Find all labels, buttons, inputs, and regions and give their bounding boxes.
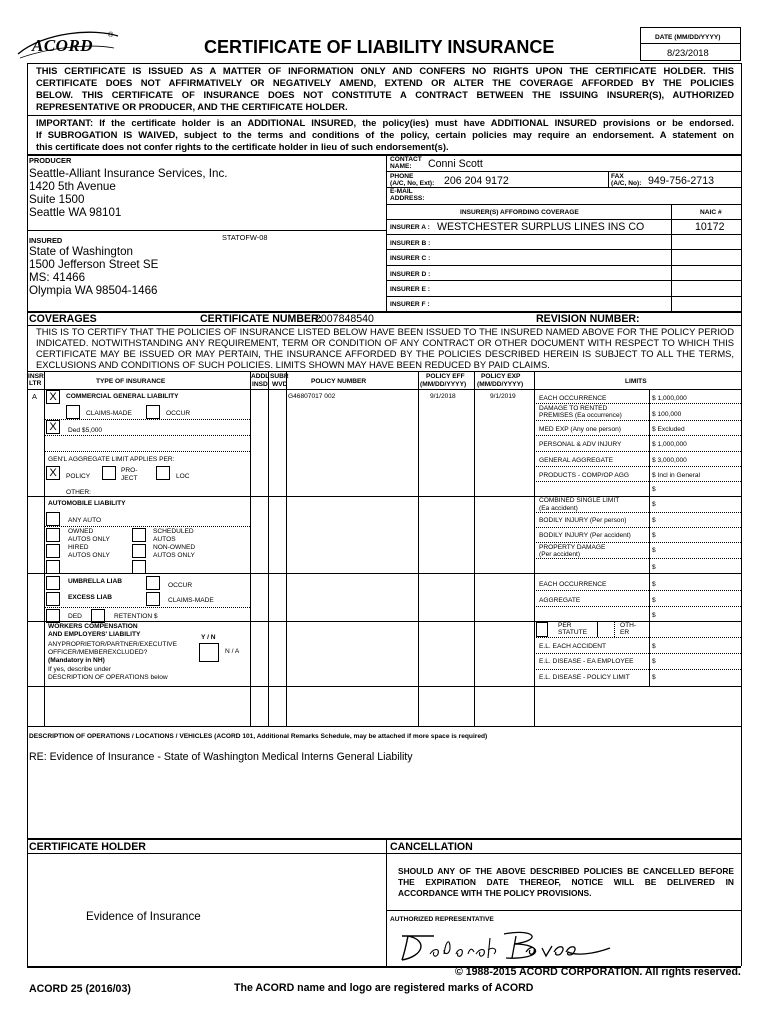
exp-sub-header: (MM/DD/YYYY)	[477, 381, 524, 388]
per-statute-checkbox[interactable]	[536, 622, 548, 637]
auto-limit-label: PROPERTY DAMAGE	[539, 544, 606, 551]
producer-line-3: Suite 1500	[29, 193, 85, 206]
gl-occur-checkbox[interactable]	[146, 405, 160, 419]
umbrella-limit-label: AGGREGATE	[539, 597, 581, 604]
contact-name: Conni Scott	[428, 158, 483, 170]
disclaimer-line-3: BELOW. THIS CERTIFICATE OF INSURANCE DOES NOT CONSTITUTE A CONTRACT BETWEEN THE ISSUING INSURER(S), AUTHORIZED	[36, 89, 734, 100]
auto-hired-checkbox[interactable]	[46, 544, 60, 558]
umbrella-limit-value: $	[652, 581, 656, 588]
producer-line-4: Seattle WA 98101	[29, 206, 122, 219]
insured-line-4: Olympia WA 98504-1466	[29, 284, 158, 297]
gl-limit-label: EACH OCCURRENCE	[539, 395, 607, 402]
gl-ded-label: Ded $5,000	[68, 427, 103, 434]
gl-limit-label-2: PREMISES (Ea occurrence)	[539, 412, 622, 419]
cancellation-text-2: THE EXPIRATION DATE THEREOF, NOTICE WILL BE DELIVERED IN	[398, 877, 734, 887]
workers-line-6: If yes, describe under	[48, 666, 112, 673]
auto-limit-label: BODILY INJURY (Per person)	[539, 517, 627, 524]
cancellation-text-3: ACCORDANCE WITH THE POLICY PROVISIONS.	[398, 888, 592, 898]
policy-number-header: POLICY NUMBER	[311, 378, 367, 385]
auto-limit-label: COMBINED SINGLE LIMIT	[539, 497, 620, 504]
gl-aggregate-label: GEN'L AGGREGATE LIMIT APPLIES PER:	[48, 456, 175, 463]
umbrella-limit-value: $	[652, 612, 656, 619]
ltr-header: LTR	[29, 380, 42, 387]
other-label-2: ER	[620, 629, 630, 636]
umbrella-occur-checkbox[interactable]	[146, 576, 160, 590]
disclaimer-line-4: REPRESENTATIVE OR PRODUCER, AND THE CERTIFICATE HOLDER.	[36, 101, 348, 112]
umbrella-label: UMBRELLA LIAB	[68, 578, 122, 585]
auto-limit-value: $	[652, 517, 656, 524]
coverages-text-4: EXCLUSIONS AND CONDITIONS OF SUCH POLICIES. LIMITS SHOWN MAY HAVE BEEN REDUCED BY PAID CLAIMS.	[36, 359, 550, 370]
cancellation-label: CANCELLATION	[390, 841, 473, 853]
ded-label: DED	[68, 613, 82, 620]
description-text: RE: Evidence of Insurance - State of Washington Medical Interns General Liability	[29, 751, 413, 763]
gl-policy-label: POLICY	[66, 473, 91, 480]
signature	[394, 926, 624, 964]
eff-sub-header: (MM/DD/YYYY)	[420, 381, 467, 388]
phone-value: 206 204 9172	[444, 175, 509, 187]
gl-limit-value: $ 1,000,000	[652, 395, 687, 402]
exp-header: POLICY EXP	[481, 373, 521, 380]
date-label: DATE (MM/DD/YYYY)	[655, 34, 721, 41]
insured-line-1: State of Washington	[29, 245, 133, 258]
gl-policy-checkbox[interactable]: X	[46, 466, 60, 480]
auto-limit-value: $	[652, 532, 656, 539]
gl-eff-date: 9/1/2018	[430, 393, 456, 400]
gl-claims-made-label: CLAIMS-MADE	[86, 410, 132, 417]
auto-limit-value: $	[652, 501, 656, 508]
email-label: E-MAIL	[390, 188, 413, 195]
auto-owned-label-1: OWNED	[68, 528, 94, 535]
trademark-notice: The ACORD name and logo are registered marks of ACORD	[234, 982, 534, 994]
phone-label: PHONE	[390, 173, 414, 180]
gl-limit-label: PRODUCTS - COMP/OP AGG	[539, 472, 630, 479]
retention-label: RETENTION $	[114, 613, 158, 620]
certificate-holder-label: CERTIFICATE HOLDER	[29, 841, 146, 853]
workers-line-4: OFFICER/MEMBEREXCLUDED?	[48, 649, 148, 656]
copyright: © 1988-2015 ACORD CORPORATION. All rights reserved.	[455, 966, 741, 978]
workers-na: N / A	[225, 648, 240, 655]
gl-limit-value: $ Excluded	[652, 426, 685, 433]
auto-scheduled-label-2: AUTOS	[153, 536, 176, 543]
gl-loc-checkbox[interactable]	[156, 466, 170, 480]
authorized-representative-label: AUTHORIZED REPRESENTATIVE	[390, 916, 494, 923]
gl-limit-label: PERSONAL & ADV INJURY	[539, 441, 622, 448]
insurer-a-label: INSURER A :	[390, 224, 430, 231]
revision-number-label: REVISION NUMBER:	[536, 313, 640, 325]
workers-line-2: AND EMPLOYERS' LIABILITY	[48, 631, 141, 638]
gl-limit-value: $ 1,000,000	[652, 441, 687, 448]
gl-project-label-1: PRO-	[121, 467, 138, 474]
auto-limit-label-2: (Ea accident)	[539, 505, 578, 512]
workers-limit-label: E.L. DISEASE - POLICY LIMIT	[539, 674, 630, 681]
umbrella-limit-label: EACH OCCURRENCE	[539, 581, 607, 588]
insurer-e-label: INSURER E :	[390, 286, 430, 293]
fax-sub-label: (A/C, No):	[611, 180, 642, 187]
gl-project-checkbox[interactable]	[102, 466, 116, 480]
insured-code: STATOFW-08	[222, 233, 268, 242]
producer-label: PRODUCER	[29, 156, 72, 165]
disclaimer-line-1: THIS CERTIFICATE IS ISSUED AS A MATTER OF INFORMATION ONLY AND CONFERS NO RIGHTS UPON THE CERTIFICATE HOLDER. THIS	[36, 65, 734, 76]
gl-checkbox[interactable]: X	[46, 390, 60, 404]
producer-line-1: Seattle-Alliant Insurance Services, Inc.	[29, 167, 228, 180]
workers-line-7: DESCRIPTION OF OPERATIONS below	[48, 674, 168, 681]
email-sub-label: ADDRESS:	[390, 195, 425, 202]
description-label: DESCRIPTION OF OPERATIONS / LOCATIONS / VEHICLES (ACORD 101, Additional Remarks Schedule, may be attached if more space is required)	[29, 733, 488, 740]
coverages-text-1: THIS IS TO CERTIFY THAT THE POLICIES OF INSURANCE LISTED BELOW HAVE BEEN ISSUED TO THE INSURED NAMED ABOVE FOR THE POLICY PERIOD	[36, 326, 734, 337]
auto-owned-checkbox[interactable]	[46, 528, 60, 542]
form-number: ACORD 25 (2016/03)	[29, 983, 131, 995]
workers-limit-value: $	[652, 674, 656, 681]
workers-line-3: ANYPROPRIETOR/PARTNER/EXECUTIVE	[48, 641, 177, 648]
cancellation-text-1: SHOULD ANY OF THE ABOVE DESCRIBED POLICIES BE CANCELLED BEFORE	[398, 866, 734, 876]
eff-header: POLICY EFF	[426, 373, 465, 380]
umbrella-checkbox[interactable]	[46, 576, 60, 590]
gl-project-label-2: JECT	[121, 475, 138, 482]
workers-limit-value: $	[652, 643, 656, 650]
gl-limit-value: $ 3,000,000	[652, 457, 687, 464]
auto-nonowned-label-2: AUTOS ONLY	[153, 552, 195, 559]
addl-header: ADDL	[251, 373, 270, 380]
umbrella-occur-label: OCCUR	[168, 582, 193, 589]
important-line-1: IMPORTANT: If the certificate holder is an ADDITIONAL INSURED, the policy(ies) must have ADDITIONAL INSURED provisions or be endorsed.	[36, 117, 734, 128]
date-value: 8/23/2018	[667, 47, 709, 58]
coverages-text-2: INDICATED. NOTWITHSTANDING ANY REQUIREMENT, TERM OR CONDITION OF ANY CONTRACT OR OTHER DOCUMENT WITH RESPECT TO WHICH THIS	[36, 337, 734, 348]
certificate-holder-text: Evidence of Insurance	[86, 910, 201, 923]
insurer-a-naic: 10172	[695, 221, 725, 233]
umbrella-claims-made-label: CLAIMS-MADE	[168, 597, 214, 604]
insr-header: INSR	[28, 373, 44, 380]
auto-nonowned-checkbox[interactable]	[132, 544, 146, 558]
auto-label: AUTOMOBILE LIABILITY	[48, 500, 126, 507]
excess-checkbox[interactable]	[46, 592, 60, 606]
fax-label: FAX	[611, 173, 624, 180]
auto-extra-checkbox[interactable]	[132, 560, 146, 574]
phone-sub-label: (A/C, No, Ext):	[390, 180, 435, 187]
auto-owned-label-2: AUTOS ONLY	[68, 536, 110, 543]
auto-scheduled-label-1: SCHEDULED	[153, 528, 194, 535]
insd-header: INSD	[252, 381, 268, 388]
per-statute-label-1: PER	[558, 622, 572, 629]
gl-limit-value: $ Incl in General	[652, 472, 701, 479]
workers-limit-value: $	[652, 658, 656, 665]
certificate-number-label: CERTIFICATE NUMBER:	[200, 313, 323, 325]
per-statute-label-2: STATUTE	[558, 629, 588, 636]
gl-claims-made-checkbox[interactable]	[66, 405, 80, 419]
acord-logo	[14, 28, 120, 62]
workers-yn: Y / N	[201, 634, 216, 641]
gl-loc-label: LOC	[176, 473, 190, 480]
gl-occur-label: OCCUR	[166, 410, 191, 417]
coverages-label: COVERAGES	[29, 313, 97, 325]
disclaimer-line-2: CERTIFICATE DOES NOT AFFIRMATIVELY OR NEGATIVELY AMEND, EXTEND OR ALTER THE COVERAGE AFFORDED BY THE POLICIES	[36, 77, 734, 88]
auto-scheduled-checkbox[interactable]	[132, 528, 146, 542]
contact-label: CONTACT	[390, 156, 422, 163]
wvd-header: WVD	[272, 381, 288, 388]
insured-line-2: 1500 Jefferson Street SE	[29, 258, 159, 271]
insurer-c-label: INSURER C :	[390, 255, 431, 262]
insurer-d-label: INSURER D :	[390, 271, 431, 278]
gl-limit-label: GENERAL AGGREGATE	[539, 457, 614, 464]
insured-label: INSURED	[29, 236, 63, 245]
auto-any-label: ANY AUTO	[68, 517, 102, 524]
excess-label: EXCESS LIAB	[68, 594, 112, 601]
contact-name-label: NAME:	[390, 163, 412, 170]
auto-hired-label-1: HIRED	[68, 544, 89, 551]
gl-label: COMMERCIAL GENERAL LIABILITY	[66, 393, 179, 400]
certificate-number: 2007848540	[315, 313, 374, 325]
fax-value: 949-756-2713	[648, 175, 714, 187]
insurer-b-label: INSURER B :	[390, 240, 431, 247]
gl-limit-label: MED EXP (Any one person)	[539, 426, 621, 433]
coverages-text-3: CERTIFICATE MAY BE ISSUED OR MAY PERTAIN, THE INSURANCE AFFORDED BY THE POLICIES DESCRIBED HEREIN IS SUBJECT TO ALL THE TERMS,	[36, 348, 734, 359]
gl-policy-number: G46807017 002	[288, 393, 336, 400]
auto-hired-label-2: AUTOS ONLY	[68, 552, 110, 559]
other-label-1: OTH-	[620, 622, 637, 629]
document-title: CERTIFICATE OF LIABILITY INSURANCE	[204, 37, 555, 57]
auto-limit-value: $	[652, 547, 656, 554]
auto-limit-label: BODILY INJURY (Per accident)	[539, 532, 631, 539]
type-header: TYPE OF INSURANCE	[96, 378, 166, 385]
auto-extra-checkbox[interactable]	[46, 560, 60, 574]
gl-ded-checkbox[interactable]: X	[46, 420, 60, 434]
subr-header: SUBR	[270, 373, 289, 380]
gl-limit-value: $	[652, 486, 656, 493]
insured-line-3: MS: 41466	[29, 271, 86, 284]
auto-limit-value: $	[652, 564, 656, 571]
important-line-2: If SUBROGATION IS WAIVED, subject to the terms and conditions of the policy, certain policies may require an endorsement. A statement on	[36, 129, 734, 140]
naic-header: NAIC #	[700, 209, 722, 216]
logo-text: ACORD	[32, 36, 94, 55]
limits-header: LIMITS	[625, 378, 647, 385]
gl-exp-date: 9/1/2019	[490, 393, 516, 400]
umbrella-limit-value: $	[652, 597, 656, 604]
gl-other-label: OTHER:	[66, 489, 91, 496]
insurer-f-label: INSURER F :	[390, 301, 430, 308]
workers-excluded-box[interactable]	[199, 643, 219, 662]
workers-line-1: WORKERS COMPENSATION	[48, 623, 138, 630]
workers-limit-label: E.L. DISEASE - EA EMPLOYEE	[539, 658, 634, 665]
umbrella-claims-made-checkbox[interactable]	[146, 592, 160, 606]
insurers-header: INSURER(S) AFFORDING COVERAGE	[460, 209, 579, 216]
gl-insurer-letter: A	[32, 392, 37, 401]
auto-limit-label-2: (Per accident)	[539, 551, 581, 558]
gl-limit-label: DAMAGE TO RENTED	[539, 405, 608, 412]
workers-line-5: (Mandatory in NH)	[48, 657, 105, 664]
auto-nonowned-label-1: NON-OWNED	[153, 544, 196, 551]
producer-line-2: 1420 5th Avenue	[29, 180, 116, 193]
important-line-3: this certificate does not confer rights to the certificate holder in lieu of such endorsement(s).	[36, 141, 449, 152]
auto-any-checkbox[interactable]	[46, 512, 60, 526]
logo-registered: ®	[108, 32, 114, 39]
gl-limit-value: $ 100,000	[652, 411, 682, 418]
workers-limit-label: E.L. EACH ACCIDENT	[539, 643, 607, 650]
insurer-a-name: WESTCHESTER SURPLUS LINES INS CO	[437, 221, 645, 233]
